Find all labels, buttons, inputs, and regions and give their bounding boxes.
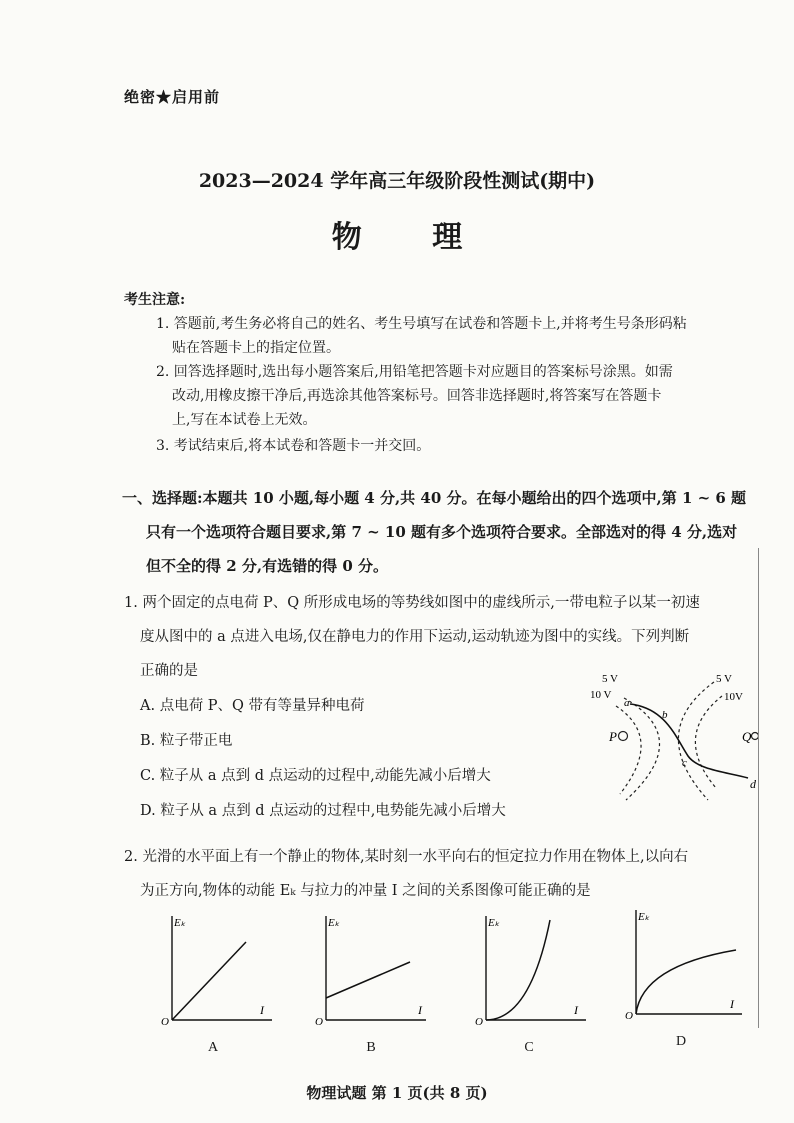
confidential-mark: 绝密★启用前 — [124, 88, 221, 106]
page-footer: 物理试题 第 1 页(共 8 页) — [306, 1084, 488, 1102]
x-axis-label: I — [418, 1003, 422, 1017]
ek-curve — [326, 962, 410, 998]
q2-graph-d — [624, 906, 750, 1026]
x-axis-label: I — [574, 1003, 578, 1017]
graph-d-label: D — [675, 1034, 687, 1049]
label-b: b — [662, 709, 668, 721]
q1-stem: 1. 两个固定的点电荷 P、Q 所形成电场的等势线如图中的虚线所示,一带电粒子以某一初速 — [124, 595, 700, 611]
label-c: c — [682, 757, 687, 769]
q2-graph-a — [160, 912, 280, 1032]
y-axis-label: Eₖ — [328, 917, 340, 929]
section-heading: 一、选择题:本题共 10 小题,每小题 4 分,共 40 分。在每小题给出的四个选项中,第 1 ~ 6 题 — [122, 489, 747, 507]
y-axis-label: Eₖ — [174, 917, 186, 929]
section-heading: 只有一个选项符合题目要求,第 7 ~ 10 题有多个选项符合要求。全部选对的得 4 分,选对 — [146, 523, 738, 541]
ek-curve — [486, 920, 550, 1020]
label-q: Q — [742, 729, 752, 744]
origin-label: O — [315, 1016, 323, 1028]
equipotential-line — [616, 706, 641, 794]
charge-p — [619, 732, 628, 741]
notice-line: 上,写在本试卷上无效。 — [172, 412, 317, 428]
charge-q — [752, 733, 759, 740]
notice-line: 2. 回答选择题时,选出每小题答案后,用铅笔把答题卡对应题目的答案标号涂黑。如需 — [156, 364, 673, 380]
origin-label: O — [475, 1016, 483, 1028]
graph-c-label: C — [524, 1040, 534, 1055]
q1-option-b: B. 粒子带正电 — [140, 733, 233, 749]
notice-line: 贴在答题卡上的指定位置。 — [172, 340, 340, 356]
equipotential-line — [678, 682, 714, 800]
equipotential-line — [695, 696, 722, 788]
q1-stem: 度从图中的 a 点进入电场,仅在静电力的作用下运动,运动轨迹为图中的实线。下列判断 — [140, 629, 690, 645]
particle-trajectory — [630, 704, 748, 778]
x-axis-label: I — [730, 997, 734, 1011]
q2-graph-b — [314, 912, 434, 1032]
q2-stem: 2. 光滑的水平面上有一个静止的物体,某时刻一水平向右的恒定拉力作用在物体上,以向右 — [124, 849, 689, 865]
label-5v-right: 5 V — [716, 673, 732, 685]
label-10v-left: 10 V — [590, 689, 612, 701]
q1-option-c: C. 粒子从 a 点到 d 点运动的过程中,动能先减小后增大 — [140, 768, 491, 784]
origin-label: O — [625, 1010, 633, 1022]
label-d: d — [750, 777, 756, 791]
notice-line: 3. 考试结束后,将本试卷和答题卡一并交回。 — [156, 438, 431, 454]
origin-label: O — [161, 1016, 169, 1028]
q2-graph-c — [474, 912, 594, 1032]
label-a: a — [624, 697, 630, 709]
x-axis-label: I — [260, 1003, 264, 1017]
label-5v-left: 5 V — [602, 673, 618, 685]
notice-line: 1. 答题前,考生务必将自己的姓名、考生号填写在试卷和答题卡上,并将考生号条形码粘 — [156, 316, 687, 332]
graph-a-label: A — [207, 1040, 219, 1055]
ek-curve — [636, 950, 736, 1014]
ek-curve — [172, 942, 246, 1020]
y-axis-label: Eₖ — [488, 917, 500, 929]
q1-stem: 正确的是 — [140, 663, 198, 679]
notice-heading: 考生注意: — [124, 292, 186, 308]
q2-stem: 为正方向,物体的动能 Eₖ 与拉力的冲量 I 之间的关系图像可能正确的是 — [140, 883, 591, 899]
y-axis-label: Eₖ — [638, 911, 650, 923]
label-p: P — [609, 729, 617, 744]
margin-line — [758, 548, 759, 1028]
section-heading: 但不全的得 2 分,有选错的得 0 分。 — [146, 557, 388, 575]
subject-title: 物 理 — [331, 220, 493, 255]
graph-b-label: B — [366, 1040, 376, 1055]
exam-title: 2023—2024 学年高三年级阶段性测试(期中) — [198, 170, 596, 192]
notice-line: 改动,用橡皮擦干净后,再选涂其他答案标号。回答非选择题时,将答案写在答题卡 — [172, 388, 662, 404]
equipotential-line — [624, 698, 660, 800]
q1-option-a: A. 点电荷 P、Q 带有等量异种电荷 — [140, 698, 365, 714]
q1-figure — [576, 668, 758, 810]
q1-option-d: D. 粒子从 a 点到 d 点运动的过程中,电势能先减小后增大 — [140, 803, 506, 819]
label-10v-right: 10V — [724, 691, 743, 703]
